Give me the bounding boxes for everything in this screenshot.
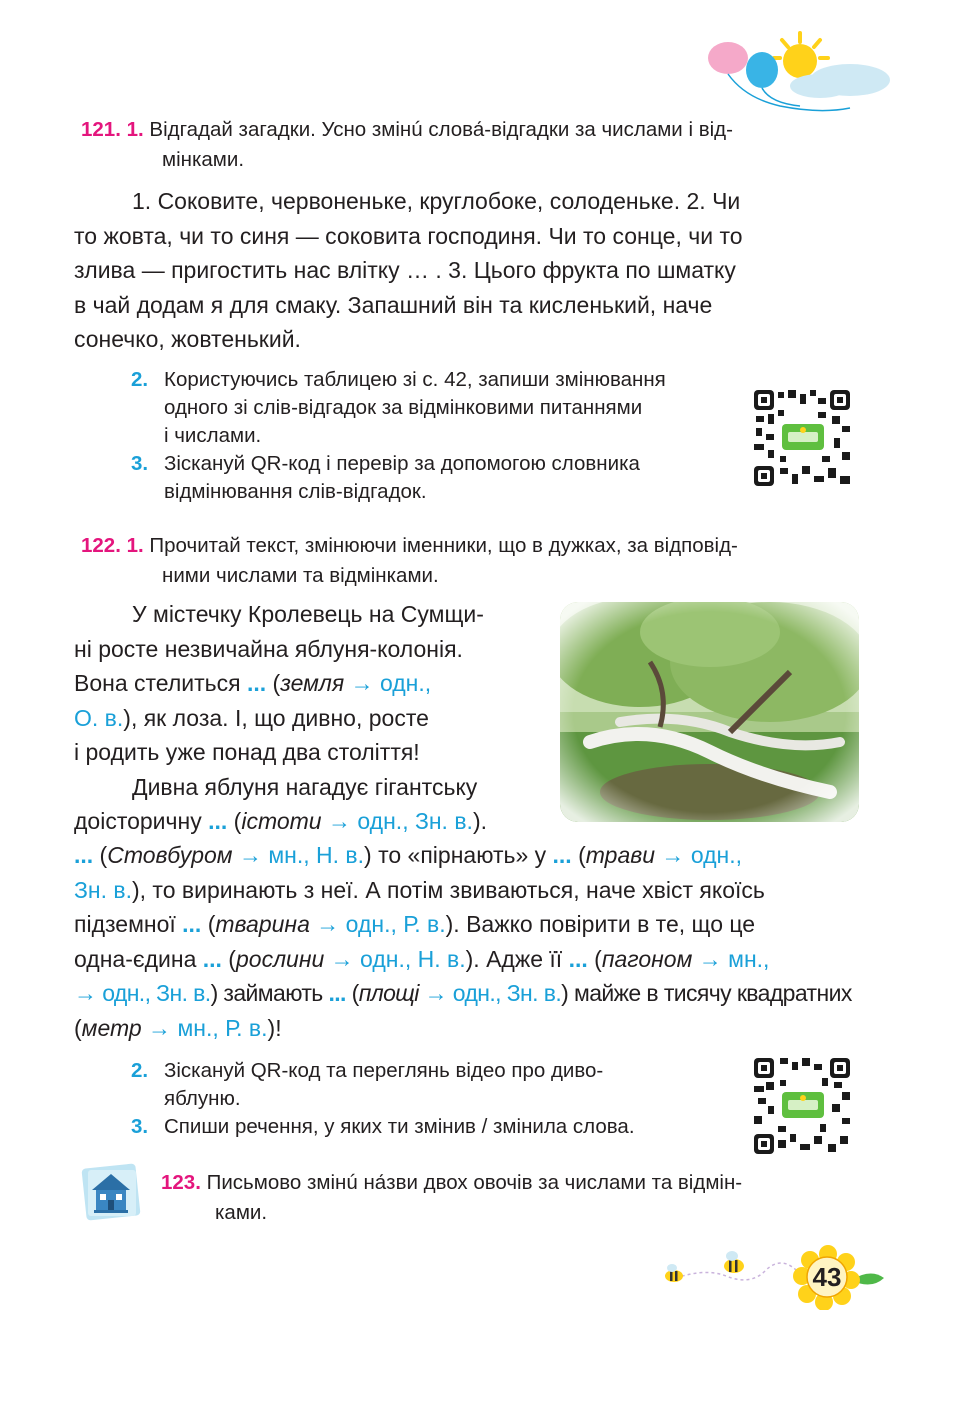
- instruction-text-cont: ками.: [215, 1201, 268, 1224]
- task-text: яблуню.: [164, 1087, 241, 1110]
- task-number: 3.: [131, 1115, 149, 1138]
- exercise-123: [161, 1168, 857, 1228]
- text-line: Дивна яблуня нагадує гігантську: [132, 773, 478, 800]
- exercise-number: 121.: [81, 118, 121, 141]
- blank-dots: ...: [182, 911, 202, 937]
- task-text: Зіскануй QR-код і перевір за допомогою словника: [164, 452, 640, 475]
- task-122-3: [131, 1113, 736, 1141]
- blank-dots: ...: [328, 980, 346, 1006]
- text-line: ... (Стовбуром → мн., Н. в.) то «пірнають» у ... (трави → одн.,: [74, 842, 743, 868]
- instruction-text-cont: ними числами та відмінками.: [162, 564, 439, 587]
- text-line: Зн. в.), то виринають з неї. А потім звиваються, наче хвіст якоїсь: [74, 876, 765, 903]
- blue-balloon-icon: [746, 52, 778, 88]
- riddle-line: то жовта, чи то синя — соковита господиня. Чи то сонце, чи то: [74, 222, 743, 249]
- task-122-2: [131, 1057, 736, 1113]
- task-number: 2.: [131, 368, 149, 391]
- blank-dots: ...: [568, 945, 588, 972]
- text-line: У містечку Кролевець на Сумщи-: [132, 601, 484, 627]
- instruction-text-cont: мінками.: [162, 148, 245, 171]
- bee-icon: [724, 1251, 744, 1273]
- riddle-line: злива — пригостить нас влітку … . 3. Цього фрукта по шматку: [74, 257, 736, 283]
- blank-dots: ...: [208, 808, 228, 834]
- text-line: О. в.), як лоза. І, що дивно, росте: [74, 704, 429, 731]
- text-line: доісторичну ... (істоти → одн., Зн. в.).: [74, 808, 488, 834]
- apple-tree-text-wide: [74, 838, 857, 1045]
- apple-tree-text-narrow: [74, 597, 535, 839]
- blank-dots: ...: [246, 670, 267, 696]
- riddles-paragraph: [74, 184, 857, 357]
- task-text: і числами.: [164, 424, 262, 447]
- blank-dots: ...: [74, 842, 94, 868]
- text-line: одна-єдина ... (рослини → одн., Н. в.). Адже її ... (пагоном → мн.,: [74, 945, 770, 972]
- text-line: (метр → мн., Р. в.)!: [74, 1014, 282, 1041]
- text-line: і родить уже понад два століття!: [74, 739, 420, 765]
- task-text: відмінювання слів-відгадок.: [164, 480, 427, 503]
- riddle-line: в чай додам я для смаку. Запашний він та кисленький, наче: [74, 291, 713, 318]
- instruction-text: Відгадай загадки. Усно змінú слова́-відгадки за числами і від-: [149, 118, 733, 141]
- page-number: 43: [812, 1262, 842, 1292]
- text-line: ні росте незвичайна яблуня-колонія.: [74, 635, 463, 662]
- bee-icon: [665, 1264, 683, 1282]
- text-line: → одн., Зн. в.) займають ... (площі → одн., Зн. в.) майже в тисячу квадратних: [74, 980, 852, 1006]
- task-number: 3.: [131, 452, 149, 475]
- task-121-3: [131, 450, 736, 506]
- task-text: Спиши речення, у яких ти змінив / змінила слова.: [164, 1115, 635, 1138]
- task-text: одного зі слів-відгадок за відмінковими питаннями: [164, 396, 643, 419]
- homework-house-icon: [80, 1162, 142, 1222]
- exercise-number: 123.: [161, 1171, 201, 1194]
- task-text: Зіскануй QR-код та переглянь відео про диво-: [164, 1059, 604, 1082]
- exercise-number: 122.: [81, 534, 121, 557]
- blank-dots: ...: [552, 842, 572, 868]
- task-number: 2.: [131, 1059, 149, 1082]
- qr-code[interactable]: [752, 1056, 852, 1156]
- riddle-line: 1. Соковите, червоненьке, круглобоке, солоденьке. 2. Чи: [132, 188, 741, 214]
- blank-dots: ...: [202, 945, 222, 972]
- balloons-sun-decoration: [690, 28, 900, 128]
- qr-code[interactable]: [752, 388, 852, 488]
- text-line: підземної ... (тварина → одн., Р. в.). Важко повірити в те, що це: [74, 911, 756, 937]
- exercise-122-header: [81, 531, 857, 591]
- pink-balloon-icon: [708, 42, 748, 74]
- exercise-121-header: [81, 115, 857, 175]
- text-line: Вона стелиться ... (земля → одн.,: [74, 670, 432, 696]
- subtask-number: 1.: [126, 118, 144, 141]
- apple-tree-photo: [560, 602, 859, 822]
- subtask-number: 1.: [126, 534, 144, 557]
- instruction-text: Письмово змінú на́зви двох овочів за числами та відмін-: [206, 1171, 743, 1194]
- task-121-2: [131, 366, 736, 450]
- task-text: Користуючись таблицею зі с. 42, запиши змінювання: [164, 368, 666, 391]
- instruction-text: Прочитай текст, змінюючи іменники, що в дужках, за відповід-: [149, 534, 738, 557]
- riddle-line: сонечко, жовтенький.: [74, 326, 301, 352]
